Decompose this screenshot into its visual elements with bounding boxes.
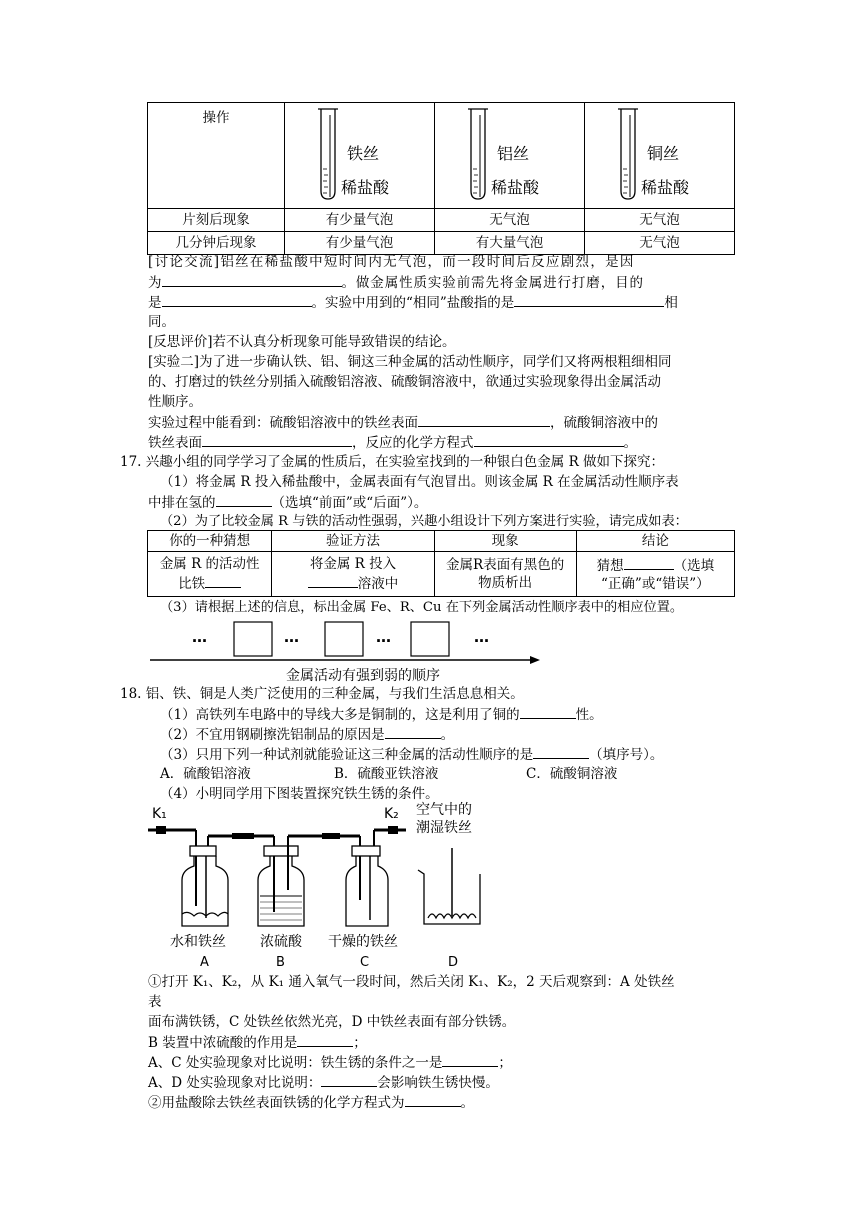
exp2-line-3: 性顺序。 [148,394,202,410]
phenomenon-cell: 金属R表面有黑色的 物质析出 [434,552,576,597]
answer-box[interactable] [325,622,363,656]
answer-blank[interactable] [442,1052,498,1067]
activity-series-diagram [148,618,548,684]
column-header: 结论 [576,531,734,552]
answer-blank[interactable] [533,744,589,759]
tube-metal-label: 铜丝 [647,144,680,163]
option-a: A．硫酸铝溶液 [160,766,251,782]
q17-part2: （2）为了比较金属 R 与铁的活动性强弱，兴趣小组设计下列方案进行实验，请完成如表： [160,514,688,529]
tube-cell [585,103,735,209]
k1-label: K₁ [152,806,167,822]
answer-box[interactable] [234,622,272,656]
answer-blank[interactable] [297,1032,353,1047]
column-header: 现象 [434,531,576,552]
table-header-row [148,531,735,552]
test-tube-iron-icon [285,103,434,203]
table-cell: 有少量气泡 [285,209,435,232]
q17-intro: 17. 兴趣小组的同学学习了金属的性质后，在实验室找到的一种银白色金属 R 做如下探究： [120,454,665,470]
answer-blank[interactable] [474,432,624,447]
exp2-line-1: [实验二]为了进一步确认铁、铝、铜这三种金属的活动性顺序，同学们又将两根粗细相同 [148,354,672,370]
answer-blank[interactable] [205,573,241,588]
answer-blank[interactable] [216,492,272,507]
column-header: 你的一种猜想 [148,531,272,552]
table-cell: 无气泡 [585,209,735,232]
discuss-line-1: [讨论交流]铝丝在稀盐酸中短时间内无气泡，而一段时间后反应剧烈，是因 [148,254,635,270]
hypothesis-cell: 金属 R 的活动性 比铁 [148,552,272,597]
answer-blank[interactable] [162,292,312,307]
arrow-label: 金属活动有强到弱的顺序 [286,668,440,684]
q18-step1-line4: B 装置中浓硫酸的作用是 ； [148,1032,367,1053]
method-cell: 将金属 R 投入 溶液中 [272,552,434,597]
obs-line-1: 实验过程中能看到：硫酸铝溶液中的铁丝表面 ，硫酸铜溶液中的 [148,412,658,433]
ellipsis: … [284,628,299,646]
q18-intro: 18. 铝、铁、铜是人类广泛使用的三种金属，与我们生活息息相关。 [120,686,524,702]
discuss-line-4: 同。 [148,314,175,330]
q17-part3: （3）请根据上述的信息，标出金属 Fe、R、Cu 在下列金属活动性顺序表中的相应位置。 [160,600,684,615]
answer-blank[interactable] [385,724,441,739]
test-tube-aluminum-icon [435,103,584,203]
letter-c: C [360,955,370,970]
table-cell: 有大量气泡 [435,232,585,255]
tube-cell [285,103,435,209]
bottle-c-label: 干燥的铁丝 [328,934,398,950]
rust-experiment-figure [148,800,508,972]
column-header: 验证方法 [272,531,434,552]
d-label-line1: 空气中的 [416,802,472,818]
q18-step1-line6: A、D 处实验现象对比说明： 会影响铁生锈快慢。 [148,1072,499,1093]
test-tube-copper-icon [585,103,734,203]
answer-box[interactable] [411,622,449,656]
answer-blank[interactable] [405,1092,461,1107]
table-row [148,552,735,597]
d-label-line2: 潮湿铁丝 [416,820,472,836]
k2-clamp-icon [388,826,398,834]
ellipsis: … [376,628,391,646]
q18-part2: （2）不宜用钢刷擦洗铝制品的原因是 。 [160,724,454,745]
q18-step1-line5: A、C 处实验现象对比说明：铁生锈的条件之一是 ； [148,1052,512,1073]
letter-a: A [200,955,209,970]
q18-step1-line2: 表 [148,994,162,1010]
option-b: B．硫酸亚铁溶液 [334,766,439,782]
q17-part1-line1: （1）将金属 R 投入稀盐酸中，金属表面有气泡冒出。则该金属 R 在金属活动性顺序表 [160,474,679,490]
option-c: C．硫酸铜溶液 [526,766,618,782]
answer-blank[interactable] [514,292,664,307]
tube-metal-label: 铝丝 [497,144,530,163]
answer-blank[interactable] [321,1072,377,1087]
bottle-b-label: 浓硫酸 [260,934,302,950]
op-header: 操作 [148,103,285,209]
question-number: 18. [120,686,142,702]
k2-label: K₂ [384,806,399,822]
experiment-table [147,102,735,255]
answer-blank[interactable] [520,704,576,719]
answer-blank[interactable] [202,432,352,447]
obs-line-2: 铁丝表面 ，反应的化学方程式 。 [148,432,637,453]
q18-step2: ②用盐酸除去铁丝表面铁锈的化学方程式为 。 [148,1092,474,1113]
discuss-line-2: 为 。做金属性质实验前需先将金属进行打磨，目的 [148,272,644,293]
tube-acid-label: 稀盐酸 [641,178,690,197]
tube-cell [435,103,585,209]
letter-d: D [448,955,459,970]
table-row [148,209,735,232]
exp2-line-2: 的、打磨过的铁丝分别插入硫酸铝溶液、硫酸铜溶液中，欲通过实验现象得出金属活动 [148,374,661,390]
arrow-head-icon [530,656,540,664]
ellipsis: … [192,628,207,646]
tube-acid-label: 稀盐酸 [341,178,390,197]
table-cell: 无气泡 [585,232,735,255]
row-label: 几分钟后现象 [148,232,285,255]
answer-blank[interactable] [624,555,674,570]
q18-part3: （3）只用下列一种试剂就能验证这三种金属的活动性顺序的是 （填序号）。 [160,744,663,765]
tube-metal-label: 铁丝 [347,144,380,163]
letter-b: B [276,955,285,970]
q18-part1: （1）高铁列车电路中的导线大多是铜制的，这是利用了铜的 性。 [160,704,603,725]
question-number: 17. [120,454,142,470]
discuss-line-3: 是 。实验中用到的“相同”盐酸指的是 相 [148,292,678,313]
q18-options [160,764,618,784]
hypothesis-table [147,530,735,597]
ellipsis: … [474,628,489,646]
table-cell: 无气泡 [435,209,585,232]
q17-part1-line2: 中排在氢的 （选填“前面”或“后面”）。 [148,492,427,513]
reflect-line: [反思评价]若不认真分析现象可能导致错误的结论。 [148,334,456,350]
bottle-a-label: 水和铁丝 [170,934,226,950]
tube-acid-label: 稀盐酸 [491,178,540,197]
answer-blank[interactable] [162,272,342,287]
answer-blank[interactable] [418,412,550,427]
q18-step1-line3: 面布满铁锈，C 处铁丝依然光亮，D 中铁丝表面有部分铁锈。 [148,1014,516,1030]
row-label: 片刻后现象 [148,209,285,232]
conclusion-cell: 猜想 （选填 “正确”或“错误”） [576,552,734,597]
answer-blank[interactable] [308,573,358,588]
q18-part4: （4）小明同学用下图装置探究铁生锈的条件。 [160,786,439,802]
q18-step1-line1: ①打开 K₁、K₂，从 K₁ 通入氧气一段时间，然后关闭 K₁、K₂，2 天后观察到：A 处铁丝 [148,974,675,990]
table-cell: 有少量气泡 [285,232,435,255]
